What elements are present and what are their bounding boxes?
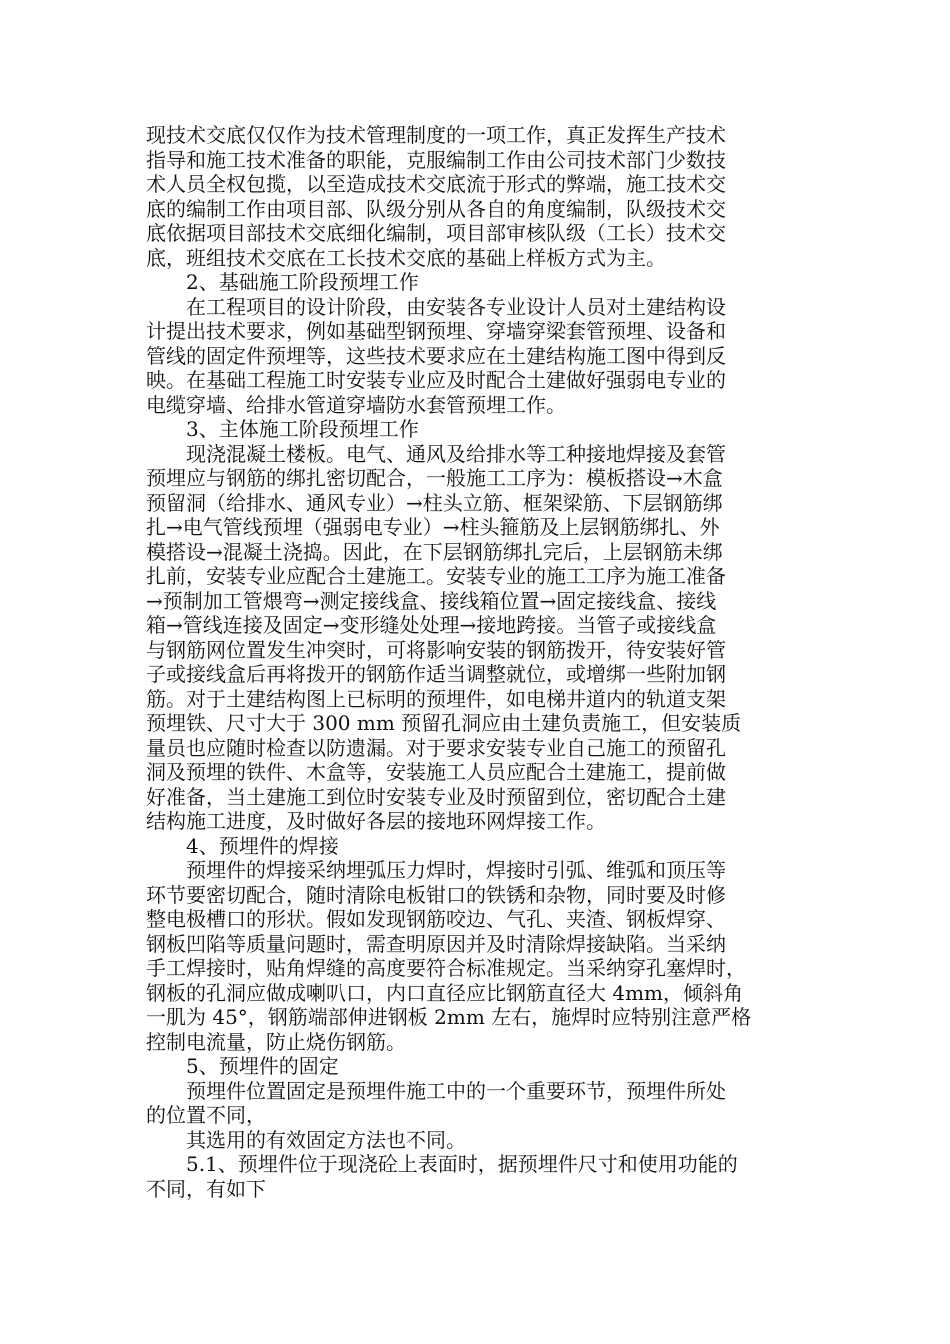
text-line: 预埋件的焊接采纳埋弧压力焊时，焊接时引弧、维弧和顶压等 xyxy=(186,858,726,882)
text-line: 预埋件位置固定是预埋件施工中的一个重要环节，预埋件所处 xyxy=(186,1078,726,1103)
text-line: 的位置不同， xyxy=(146,1103,266,1127)
text-line: 扎→电气管线预埋（强弱电专业）→柱头箍筋及上层钢筋绑扎、外 xyxy=(146,515,720,539)
text-line: 结构施工进度，及时做好各层的接地环网焊接工作。 xyxy=(146,809,606,833)
text-line: 预埋铁、尺寸大于 300 mm 预留孔洞应由土建负责施工，但安装质 xyxy=(146,711,742,735)
text-line: 洞及预埋的铁件、木盒等，安装施工人员应配合土建施工，提前做 xyxy=(146,760,726,784)
text-line: 预留洞（给排水、通风专业）→柱头立筋、框架梁筋、下层钢筋绑 xyxy=(146,490,723,515)
text-line: 术人员全权包揽，以至造成技术交底流于形式的弊端，施工技术交 xyxy=(146,172,726,196)
text-line: 子或接线盒后再将拨开的钢筋作适当调整就位，或增绑一些附加钢 xyxy=(146,662,726,686)
text-line: 5.1、预埋件位于现浇砼上表面时，据预埋件尺寸和使用功能的 xyxy=(186,1152,738,1176)
text-line: 量员也应随时检查以防遗漏。对于要求安装专业自己施工的预留孔 xyxy=(146,735,726,760)
text-line: 4、预埋件的焊接 xyxy=(186,833,339,858)
text-line: 整电极槽口的形状。假如发现钢筋咬边、气孔、夹渣、钢板焊穿、 xyxy=(146,907,726,931)
text-line: 不同，有如下 xyxy=(146,1176,266,1201)
text-line: 现浇混凝土楼板。电气、通风及给排水等工种接地焊接及套管 xyxy=(186,441,726,466)
text-line: 底的编制工作由项目部、队级分别从各自的角度编制，队级技术交 xyxy=(146,196,726,221)
text-line: 环节要密切配合，随时清除电板钳口的铁锈和杂物，同时要及时修 xyxy=(146,882,726,907)
text-line: 与钢筋网位置发生冲突时，可将影响安装的钢筋拨开，待安装好管 xyxy=(146,637,726,662)
text-line: 其选用的有效固定方法也不同。 xyxy=(186,1127,466,1152)
text-line: 底，班组技术交底在工长技术交底的基础上样板方式为主。 xyxy=(146,245,666,270)
text-line: 手工焊接时，贴角焊缝的高度要符合标准规定。当采纳穿孔塞焊时， xyxy=(146,956,746,980)
text-line: →预制加工管煨弯→测定接线盒、接线箱位置→固定接线盒、接线 xyxy=(146,588,717,613)
text-line: 映。在基础工程施工时安装专业应及时配合土建做好强弱电专业的 xyxy=(146,368,726,392)
text-line: 钢板的孔洞应做成喇叭口，内口直径应比钢筋直径大 4mm，倾斜角 xyxy=(146,980,744,1005)
text-line: 2、基础施工阶段预埋工作 xyxy=(186,270,419,294)
text-line: 预埋应与钢筋的绑扎密切配合，一般施工工序为：模板搭设→木盒 xyxy=(146,466,723,490)
text-line: 3、主体施工阶段预埋工作 xyxy=(186,417,419,441)
text-line: 好准备，当土建施工到位时安装专业及时预留到位，密切配合土建 xyxy=(146,784,726,809)
text-line: 现技术交底仅仅作为技术管理制度的一项工作，真正发挥生产技术 xyxy=(146,123,726,147)
text-line: 5、预埋件的固定 xyxy=(186,1054,339,1078)
text-line: 一肌为 45°，钢筋端部伸进钢板 2mm 左右，施焊时应特别注意严格 xyxy=(146,1005,752,1029)
text-line: 钢板凹陷等质量问题时，需查明原因并及时清除焊接缺陷。当采纳 xyxy=(146,931,726,956)
text-line: 指导和施工技术准备的职能，克服编制工作由公司技术部门少数技 xyxy=(146,147,726,172)
text-line: 底依据项目部技术交底细化编制，项目部审核队级（工长）技术交 xyxy=(146,221,726,245)
text-line: 模搭设→混凝土浇捣。因此，在下层钢筋绑扎完后，上层钢筋未绑 xyxy=(146,539,723,564)
text-line: 在工程项目的设计阶段，由安装各专业设计人员对土建结构设 xyxy=(186,294,726,319)
text-line: 箱→管线连接及固定→变形缝处处理→接地跨接。当管子或接线盒 xyxy=(146,613,717,637)
text-line: 筋。对于土建结构图上已标明的预埋件，如电梯井道内的轨道支架 xyxy=(146,686,726,711)
text-line: 电缆穿墙、给排水管道穿墙防水套管预埋工作。 xyxy=(146,392,566,417)
text-line: 计提出技术要求，例如基础型钢预埋、穿墙穿梁套管预埋、设备和 xyxy=(146,319,726,343)
text-line: 管线的固定件预埋等，这些技术要求应在土建结构施工图中得到反 xyxy=(146,343,726,368)
text-line: 扎前，安装专业应配合土建施工。安装专业的施工工序为施工准备 xyxy=(146,564,726,588)
document-body xyxy=(146,123,806,1201)
text-line: 控制电流量，防止烧伤钢筋。 xyxy=(146,1029,406,1054)
